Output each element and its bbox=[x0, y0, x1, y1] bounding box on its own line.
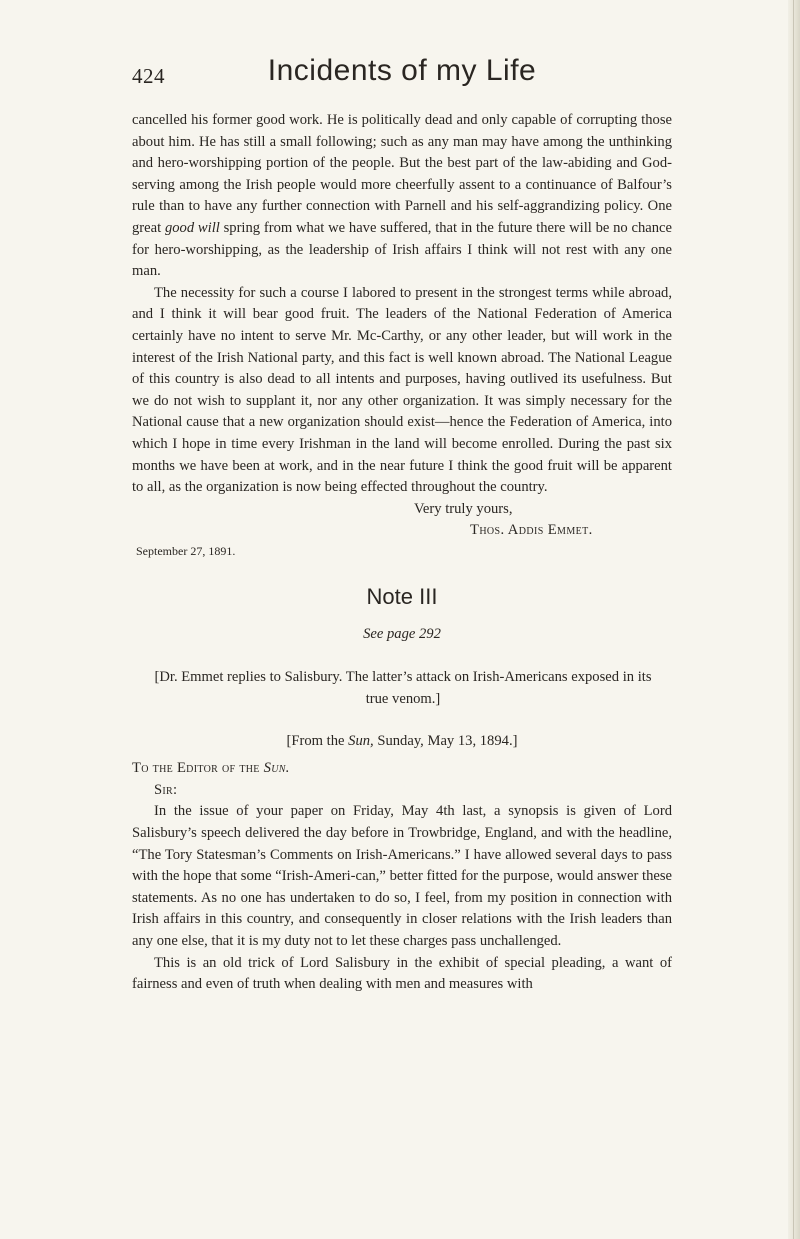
note-see-page: See page 292 bbox=[363, 625, 441, 642]
letter-paragraph-1-text: cancelled his former good work. He is politically dead and only capable of corrupting those about him. He has still a small following; such as any man may have among the unthinking and hero-worshipping portion of the people. But the best part of the law-abiding and God-serving among the Irish people would more cheerfully assent to a continuance of Balfour’s rule than to have any further connection with Parnell and his self-aggrandizing policy. One great bbox=[132, 112, 672, 236]
page-body bbox=[132, 110, 672, 996]
letter-closing: Very truly yours, bbox=[414, 500, 513, 517]
note-address-prefix: To the Editor of the bbox=[132, 760, 260, 777]
letter-paragraph-2: The necessity for such a course I labored to present in the strongest terms while abroad, and I think it will bear good fruit. The leaders of the National Federation of America certainly have no intent to serve Mr. Mc-Carthy, or any other leader, but will work in the interest of the Irish National party, and this fact is well known abroad. The National League of this country is also dead to all intents and purposes, having outlived its usefulness. But we do not wish to supplant it, nor any other organization. It was simply necessary for the National cause that a new organization should exist—hence the Federation of America, into which I hope in time every Irishman in the land will become enrolled. During the past six months we have been at work, and in the near future I think the good fruit will be apparent to all, as the organization is now being effected throughout the country. bbox=[132, 284, 672, 496]
note-address-italic: Sun. bbox=[263, 760, 290, 777]
note-paragraph-1: In the issue of your paper on Friday, May 4th last, a synopsis is given of Lord Salisbury’s speech delivered the day before in Trowbridge, England, and with the headline, “The Tory Statesman’s Comments on Irish-Americans.” I have allowed several days to pass with the hope that some “Irish-Ameri-can,” better fitted for the purpose, would answer these statements. As no one has undertaken to do so, I feel, from my position in connection with Irish affairs in this country, and consequently in closer relations with the Irish leaders than any one else, that it is my duty not to let these charges pass unchallenged. bbox=[132, 803, 672, 949]
page-header bbox=[132, 54, 672, 98]
letter-date: September 27, 1891. bbox=[136, 543, 236, 558]
running-title: Incidents of my Life bbox=[267, 54, 537, 87]
letter-signature: Thos. Addis Emmet. bbox=[470, 522, 593, 539]
note-summary: [Dr. Emmet replies to Salisbury. The latter’s attack on Irish-Americans exposed in its true venom.] bbox=[154, 669, 652, 708]
note-paragraph-2: This is an old trick of Lord Salisbury in the exhibit of special pleading, a want of fairness and even of truth when dealing with men and measures with bbox=[132, 954, 672, 993]
note-title: Note III bbox=[366, 583, 438, 609]
letter-paragraph-1 bbox=[132, 110, 672, 283]
note-address bbox=[132, 758, 672, 780]
note-salutation: Sir: bbox=[154, 781, 178, 798]
page-edge bbox=[788, 0, 800, 1239]
page-number: 424 bbox=[132, 64, 165, 88]
note-source-italic: Sun, bbox=[348, 732, 374, 749]
page-edge-line bbox=[793, 0, 794, 1239]
letter-paragraph-1-italic: good will bbox=[164, 219, 220, 236]
note-source bbox=[132, 731, 672, 753]
note-source-suffix: Sunday, May 13, 1894.] bbox=[377, 732, 518, 749]
letter-paragraph-1-end: spring from what we have suffered, that in the future there will be no chance for hero-worshipping, as the leadership of Irish affairs I think will not rest with any one man. bbox=[132, 219, 672, 280]
note-source-prefix: [From the bbox=[286, 732, 345, 749]
